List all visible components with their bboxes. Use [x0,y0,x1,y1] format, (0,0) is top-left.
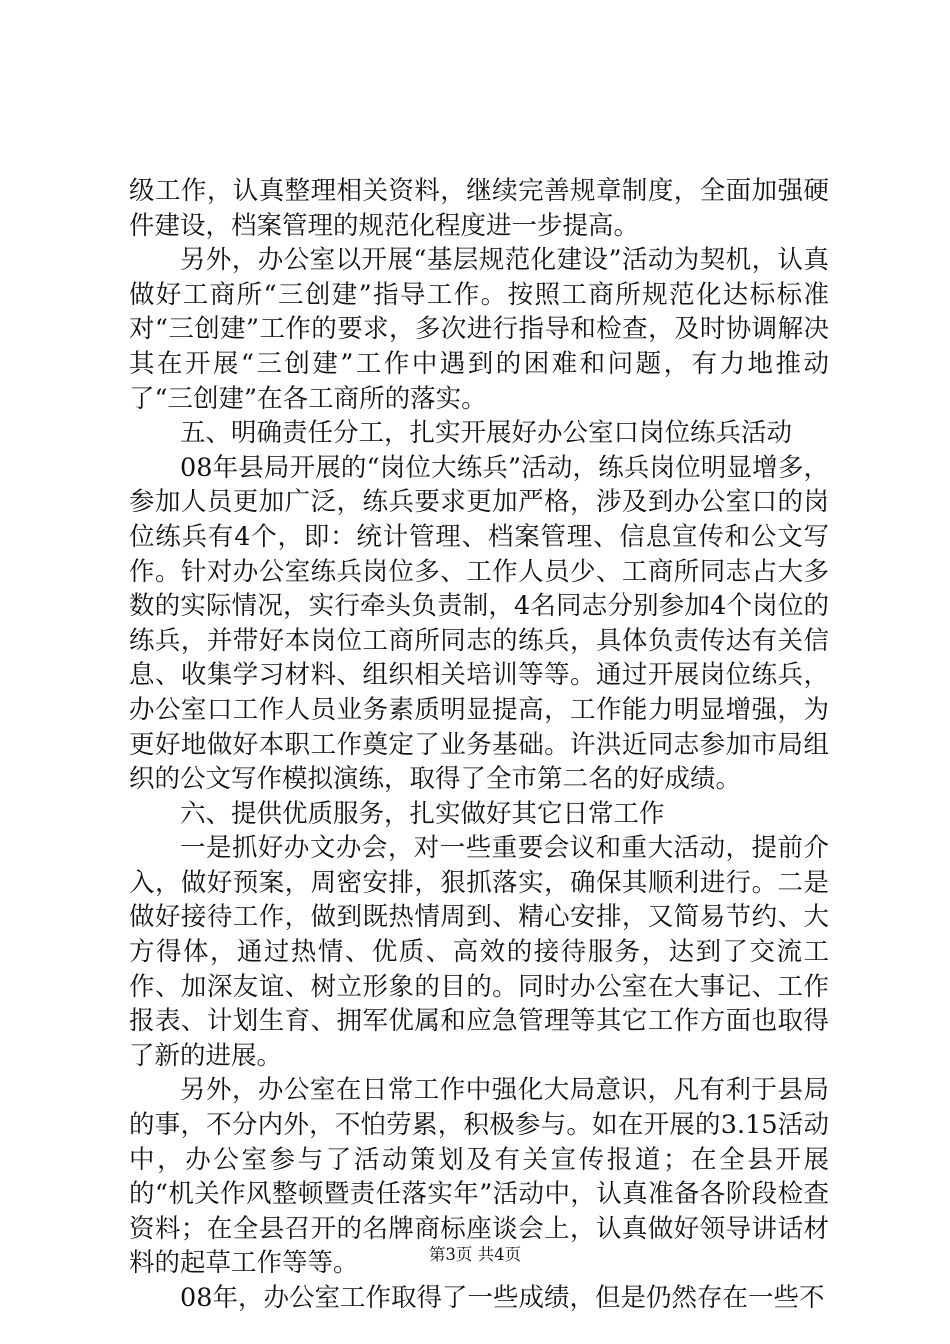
section-heading-6: 六、提供优质服务，扎实做好其它日常工作 [180,798,665,829]
paragraph-5: 另外，办公室在日常工作中强化大局意识，凡有利于县局的事，不分内外，不怕劳累，积极参与。如在开展的3.15活动中，办公室参与了活动策划及有关宣传报道；在全县开展的“机关作风整顿暨责任落实年”活动中，认真准备各阶段检查资料；在全县召开的名牌商标座谈会上，认真做好领导讲话材料的起草工作等等。 [129,1075,829,1279]
section-heading-5: 五、明确责任分工，扎实开展好办公室口岗位练兵活动 [180,418,793,449]
paragraph-1: 级工作，认真整理相关资料，继续完善规章制度，全面加强硬件建设，档案管理的规范化程度进一步提高。 [129,176,829,241]
page-number-footer: 第3页 共4页 [428,1245,522,1264]
paragraph-3: 08年县局开展的“岗位大练兵”活动，练兵岗位明显增多，参加人员更加广泛，练兵要求更加严格，涉及到办公室口的岗位练兵有4个，即：统计管理、档案管理、信息宣传和公文写作。针对办公室练兵岗位多、工作人员少、工商所同志占大多数的实际情况，实行牵头负责制，4名同志分别参加4个岗位的练兵，并带好本岗位工商所同志的练兵，具体负责传达有关信息、收集学习材料、组织相关培训等等。通过开展岗位练兵，办公室口工作人员业务素质明显提高，工作能力明显增强，为更好地做好本职工作奠定了业务基础。许洪近同志参加市局组织的公文写作模拟演练，取得了全市第二名的好成绩。 [129,452,829,795]
document-body [129,174,829,1316]
paragraph-4: 一是抓好办文办会，对一些重要会议和重大活动，提前介入，做好预案，周密安排，狠抓落实，确保其顺利进行。二是做好接待工作，做到既热情周到、精心安排，又简易节约、大方得体，通过热情、优质、高效的接待服务，达到了交流工作、加深友谊、树立形象的目的。同时办公室在大事记、工作报表、计划生育、拥军优属和应急管理等其它工作方面也取得了新的进展。 [129,833,829,1071]
paragraph-2: 另外，办公室以开展“基层规范化建设”活动为契机，认真做好工商所“三创建”指导工作。按照工商所规范化达标标准对“三创建”工作的要求，多次进行指导和检查，及时协调解决其在开展“三创建”工作中遇到的困难和问题，有力地推动了“三创建”在各工商所的落实。 [129,245,829,414]
paragraph-6: 08年，办公室工作取得了一些成绩，但是仍然存在一些不 [180,1283,825,1313]
